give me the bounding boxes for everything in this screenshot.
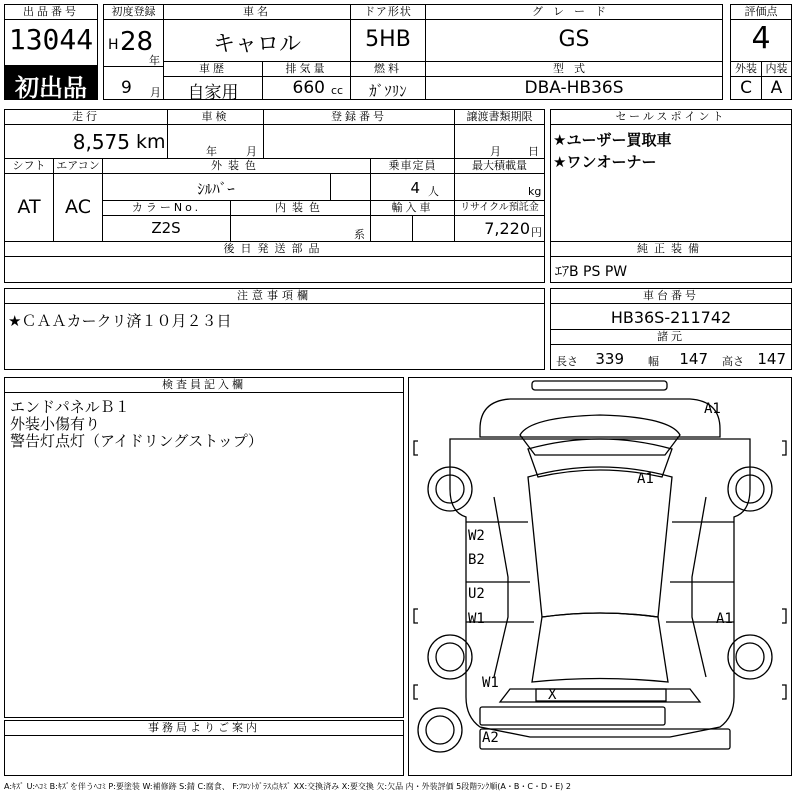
- later-parts-label: 後日発送部品: [4, 241, 545, 257]
- exterior-grade: C: [740, 78, 752, 98]
- car-name: キャロル: [212, 32, 301, 57]
- mark-roof: A1: [637, 471, 654, 487]
- equipment-value: ｴｱB PS PW: [555, 264, 628, 280]
- mark-right-rear: A1: [716, 611, 733, 627]
- transfer-month-unit: 月: [490, 145, 501, 158]
- ac: AC: [65, 196, 91, 218]
- office-label: 事務局よりご案内: [4, 720, 404, 736]
- mark-left-rear-door-2: W1: [468, 611, 485, 627]
- ext-color: ｼﾙﾊﾞｰ: [197, 180, 235, 198]
- year-value: 28: [120, 27, 154, 57]
- history-label: 車歴: [163, 61, 263, 77]
- color-no: Z2S: [151, 219, 181, 237]
- grade: GS: [558, 27, 590, 52]
- fuel-label: 燃料: [350, 61, 426, 77]
- displacement: 660: [292, 78, 325, 98]
- height-label: 高さ: [722, 355, 744, 368]
- model-cell: [425, 61, 723, 100]
- capacity: 4: [410, 179, 420, 197]
- load-label: 最大積載量: [454, 158, 545, 174]
- sales-points-label: セールスポイント: [550, 109, 792, 125]
- fuel-cell: [350, 61, 426, 100]
- inspection-year-unit: 年: [206, 145, 217, 158]
- mark-front-bumper: A1: [704, 401, 721, 417]
- score-label: 評価点: [730, 4, 792, 20]
- exterior-grade-label: 外装: [730, 61, 762, 77]
- first-listing-text: 初出品: [15, 74, 87, 102]
- displacement-label: 排気量: [262, 61, 351, 77]
- door-type-label: ドア形状: [350, 4, 426, 20]
- mark-left-quarter: W1: [482, 675, 499, 691]
- history-cell: [163, 61, 263, 103]
- shift: AT: [17, 196, 41, 218]
- year-unit: 年: [149, 54, 160, 67]
- mileage: 8,575: [72, 130, 130, 154]
- width: 147: [679, 350, 708, 368]
- transfer-label: 譲渡書類期限: [454, 109, 545, 125]
- door-type-cell: [350, 4, 426, 62]
- score-cell: [730, 4, 792, 62]
- mark-left-front-door-2: B2: [468, 552, 485, 568]
- mileage-unit: km: [136, 131, 166, 153]
- mileage-label: 走行: [4, 109, 168, 125]
- interior-grade-cell: [761, 61, 792, 100]
- equipment-label: 純正装備: [550, 241, 792, 257]
- era: H: [108, 37, 119, 53]
- notes-label: 注意事項欄: [4, 288, 545, 304]
- legend: A:ｷｽﾞ U:ﾍｺﾐ B:ｷｽﾞを伴うﾍｺﾐ P:要塗装 W:補修跡 S:錆 C:腐食、 F:ﾌﾛﾝﾄｶﾞﾗｽ点ｷｽﾞ XX:交換済み X:要交換 欠:欠品 内・外装評価 5段階ﾗﾝｸ順(A・B・C・D・E) 2: [4, 782, 571, 791]
- model: DBA-HB36S: [524, 78, 624, 98]
- ext-color-label: 外装色: [102, 158, 371, 174]
- lot-number-cell: [4, 4, 98, 100]
- door-type: 5HB: [365, 27, 411, 52]
- chassis-number: HB36S-211742: [610, 308, 732, 327]
- color-no-label: カラーNo.: [102, 200, 231, 216]
- recycle-unit: 円: [531, 226, 542, 239]
- score: 4: [751, 21, 771, 56]
- car-name-label: 車名: [163, 4, 351, 20]
- load-unit: kg: [528, 185, 542, 198]
- mark-rear-bumper: X: [548, 687, 557, 703]
- capacity-unit: 人: [428, 185, 439, 198]
- inspector-line-1: エンドパネルＢ１: [10, 398, 130, 416]
- lot-number-label: 出品番号: [4, 4, 98, 20]
- plate-label: 登録番号: [263, 109, 455, 125]
- dims-label: 諸元: [550, 329, 792, 345]
- model-label: 型式: [425, 61, 723, 77]
- fuel: ｶﾞｿﾘﾝ: [369, 82, 407, 100]
- transfer-day-unit: 日: [528, 145, 539, 158]
- inspector-line-2: 外装小傷有り: [10, 415, 101, 433]
- inspector-line-3: 警告灯点灯（アイドリングストップ）: [10, 432, 263, 450]
- sales-point-2: ★ワンオーナー: [553, 153, 657, 171]
- chassis-label: 車台番号: [550, 288, 792, 304]
- exterior-grade-cell: [730, 61, 762, 100]
- width-label: 幅: [648, 355, 659, 368]
- interior-grade-label: 内装: [761, 61, 792, 77]
- recycle-label: リサイクル預託金: [454, 200, 545, 216]
- first-registration-cell: [103, 4, 164, 100]
- history: 自家用: [187, 83, 239, 103]
- inspection-month-unit: 月: [246, 145, 257, 158]
- mark-left-front-door-1: W2: [468, 528, 485, 544]
- ac-label: エアコン: [53, 158, 103, 174]
- length: 339: [595, 350, 624, 368]
- month-value: 9: [121, 78, 132, 98]
- first-registration-label: 初度登録: [103, 4, 164, 20]
- capacity-label: 乗車定員: [370, 158, 455, 174]
- grade-cell: [425, 4, 723, 62]
- recycle: 7,220: [484, 219, 530, 238]
- mark-rear-panel: A2: [482, 730, 499, 746]
- mark-left-rear-door-1: U2: [468, 586, 485, 602]
- length-label: 長さ: [556, 355, 578, 368]
- sales-point-1: ★ユーザー買取車: [553, 131, 672, 149]
- inspector-label: 検査員記入欄: [4, 377, 404, 393]
- displacement-cell: [262, 61, 351, 100]
- interior-grade: A: [770, 78, 783, 98]
- int-color-unit: 系: [354, 228, 365, 241]
- inspection-label: 車検: [167, 109, 264, 125]
- car-diagram: [410, 377, 790, 767]
- height: 147: [757, 350, 786, 368]
- import-label: 輸入車: [370, 200, 455, 216]
- month-unit: 月: [150, 86, 161, 99]
- grade-label: グレード: [425, 4, 723, 20]
- displacement-unit: cc: [331, 84, 344, 97]
- shift-label: シフト: [4, 158, 54, 174]
- notes-text: ★ＣＡＡカークリ済１０月２３日: [8, 312, 232, 330]
- lot-number: 13044: [8, 23, 94, 56]
- car-name-cell: [163, 4, 351, 62]
- int-color-label: 内装色: [230, 200, 371, 216]
